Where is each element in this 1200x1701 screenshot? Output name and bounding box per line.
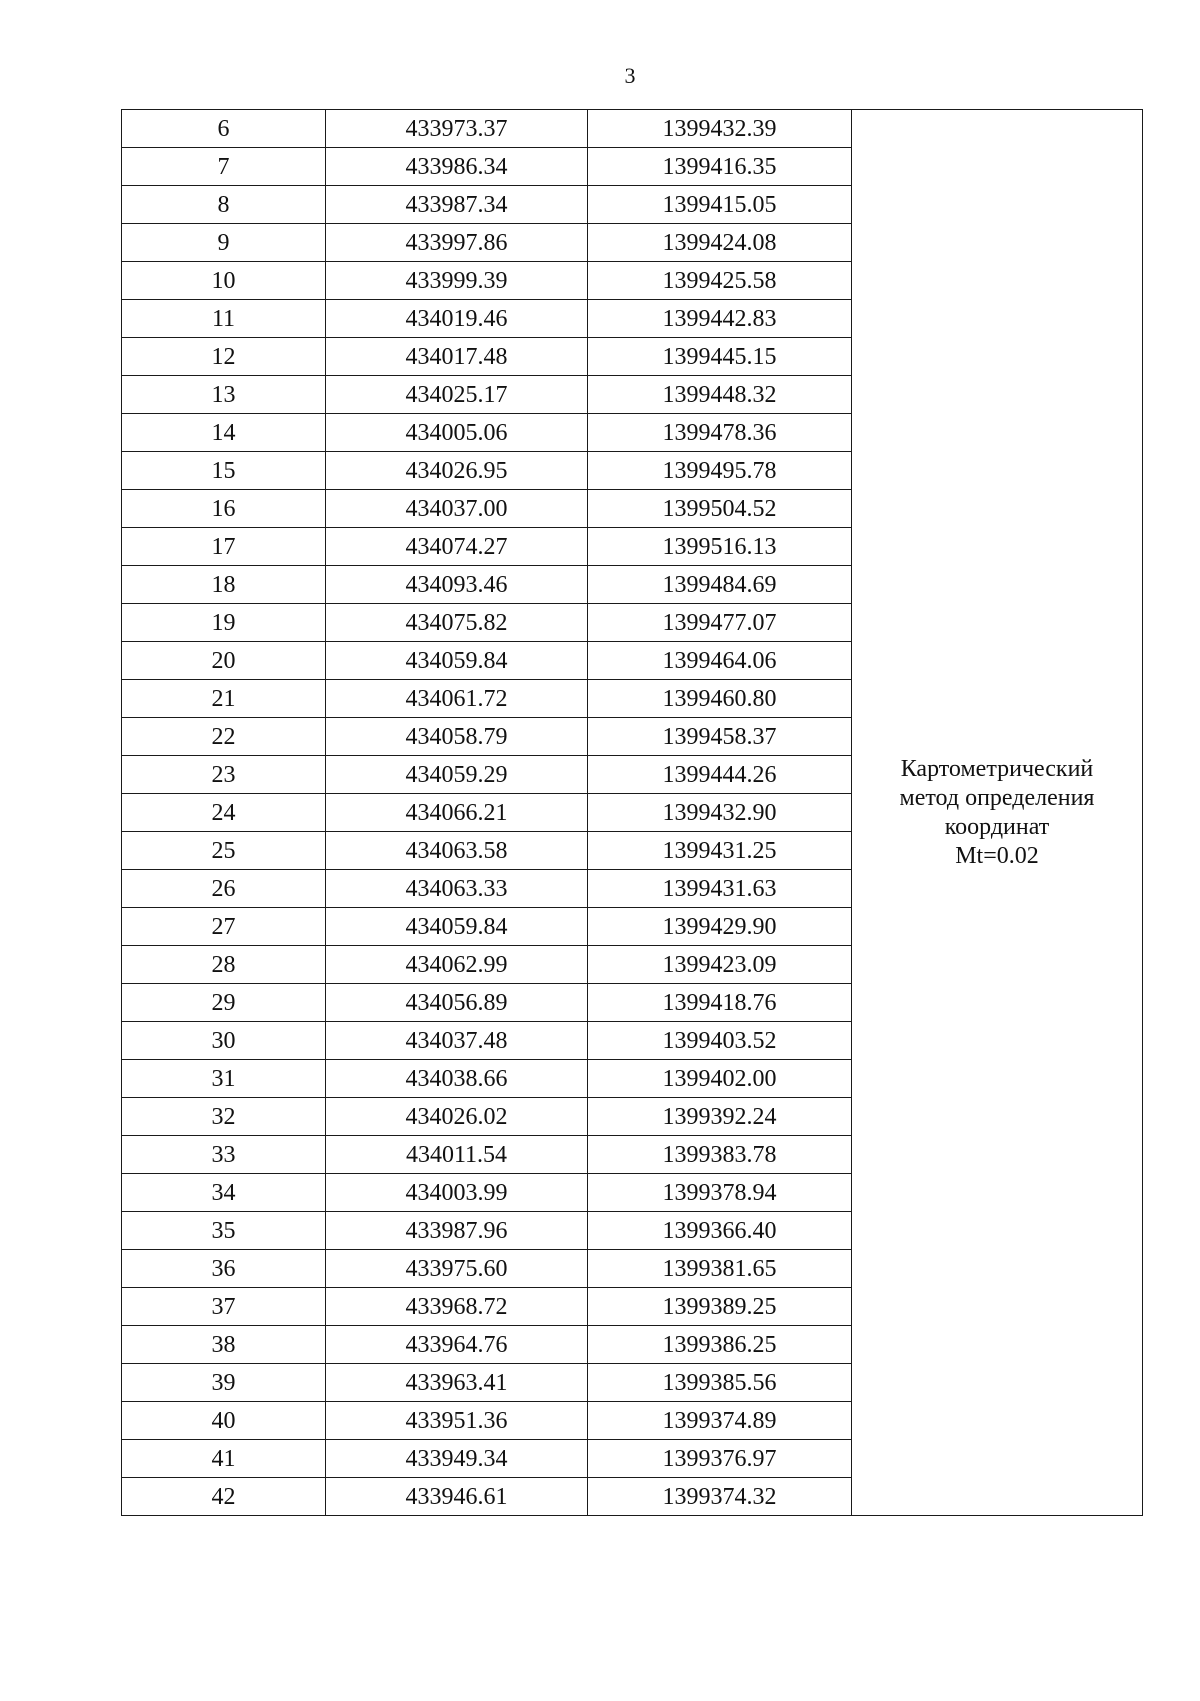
point-number-cell: 42 — [122, 1478, 326, 1516]
x-coordinate-cell: 434075.82 — [326, 604, 588, 642]
x-coordinate-cell: 433975.60 — [326, 1250, 588, 1288]
coordinates-table — [121, 109, 1143, 1516]
x-coordinate-cell: 434074.27 — [326, 528, 588, 566]
y-coordinate-cell: 1399378.94 — [588, 1174, 852, 1212]
point-number-cell: 14 — [122, 414, 326, 452]
point-number-cell: 37 — [122, 1288, 326, 1326]
y-coordinate-cell: 1399432.90 — [588, 794, 852, 832]
x-coordinate-cell: 433973.37 — [326, 110, 588, 148]
y-coordinate-cell: 1399464.06 — [588, 642, 852, 680]
point-number-cell: 22 — [122, 718, 326, 756]
x-coordinate-cell: 434019.46 — [326, 300, 588, 338]
x-coordinate-cell: 433987.96 — [326, 1212, 588, 1250]
x-coordinate-cell: 433987.34 — [326, 186, 588, 224]
point-number-cell: 20 — [122, 642, 326, 680]
point-number-cell: 15 — [122, 452, 326, 490]
point-number-cell: 25 — [122, 832, 326, 870]
x-coordinate-cell: 434063.58 — [326, 832, 588, 870]
method-note-line: метод определения — [899, 784, 1095, 811]
point-number-cell: 7 — [122, 148, 326, 186]
point-number-cell: 31 — [122, 1060, 326, 1098]
y-coordinate-cell: 1399458.37 — [588, 718, 852, 756]
coordinates-table-body — [122, 110, 1143, 1516]
method-note-line: Mt=0.02 — [955, 842, 1039, 869]
x-coordinate-cell: 434063.33 — [326, 870, 588, 908]
y-coordinate-cell: 1399374.89 — [588, 1402, 852, 1440]
point-number-cell: 41 — [122, 1440, 326, 1478]
point-number-cell: 27 — [122, 908, 326, 946]
x-coordinate-cell: 434025.17 — [326, 376, 588, 414]
point-number-cell: 6 — [122, 110, 326, 148]
y-coordinate-cell: 1399424.08 — [588, 224, 852, 262]
point-number-cell: 39 — [122, 1364, 326, 1402]
x-coordinate-cell: 434058.79 — [326, 718, 588, 756]
point-number-cell: 21 — [122, 680, 326, 718]
x-coordinate-cell: 434026.95 — [326, 452, 588, 490]
point-number-cell: 13 — [122, 376, 326, 414]
x-coordinate-cell: 434059.84 — [326, 908, 588, 946]
y-coordinate-cell: 1399460.80 — [588, 680, 852, 718]
method-note-line: координат — [944, 813, 1050, 840]
point-number-cell: 35 — [122, 1212, 326, 1250]
y-coordinate-cell: 1399477.07 — [588, 604, 852, 642]
y-coordinate-cell: 1399516.13 — [588, 528, 852, 566]
x-coordinate-cell: 434061.72 — [326, 680, 588, 718]
x-coordinate-cell: 434059.29 — [326, 756, 588, 794]
y-coordinate-cell: 1399423.09 — [588, 946, 852, 984]
point-number-cell: 28 — [122, 946, 326, 984]
x-coordinate-cell: 433997.86 — [326, 224, 588, 262]
point-number-cell: 10 — [122, 262, 326, 300]
method-note-cell — [852, 110, 1143, 1516]
x-coordinate-cell: 434017.48 — [326, 338, 588, 376]
point-number-cell: 24 — [122, 794, 326, 832]
y-coordinate-cell: 1399403.52 — [588, 1022, 852, 1060]
x-coordinate-cell: 434059.84 — [326, 642, 588, 680]
point-number-cell: 29 — [122, 984, 326, 1022]
point-number-cell: 26 — [122, 870, 326, 908]
y-coordinate-cell: 1399425.58 — [588, 262, 852, 300]
point-number-cell: 18 — [122, 566, 326, 604]
x-coordinate-cell: 434093.46 — [326, 566, 588, 604]
point-number-cell: 32 — [122, 1098, 326, 1136]
x-coordinate-cell: 433968.72 — [326, 1288, 588, 1326]
x-coordinate-cell: 434003.99 — [326, 1174, 588, 1212]
x-coordinate-cell: 433999.39 — [326, 262, 588, 300]
point-number-cell: 34 — [122, 1174, 326, 1212]
point-number-cell: 8 — [122, 186, 326, 224]
y-coordinate-cell: 1399448.32 — [588, 376, 852, 414]
point-number-cell: 11 — [122, 300, 326, 338]
y-coordinate-cell: 1399415.05 — [588, 186, 852, 224]
x-coordinate-cell: 433951.36 — [326, 1402, 588, 1440]
page-number: 3 — [624, 63, 636, 88]
point-number-cell: 33 — [122, 1136, 326, 1174]
point-number-cell: 30 — [122, 1022, 326, 1060]
y-coordinate-cell: 1399418.76 — [588, 984, 852, 1022]
point-number-cell: 40 — [122, 1402, 326, 1440]
x-coordinate-cell: 434056.89 — [326, 984, 588, 1022]
x-coordinate-cell: 433946.61 — [326, 1478, 588, 1516]
x-coordinate-cell: 433964.76 — [326, 1326, 588, 1364]
y-coordinate-cell: 1399374.32 — [588, 1478, 852, 1516]
y-coordinate-cell: 1399366.40 — [588, 1212, 852, 1250]
point-number-cell: 17 — [122, 528, 326, 566]
x-coordinate-cell: 433986.34 — [326, 148, 588, 186]
point-number-cell: 23 — [122, 756, 326, 794]
method-note-line: Картометрический — [900, 755, 1094, 782]
y-coordinate-cell: 1399429.90 — [588, 908, 852, 946]
y-coordinate-cell: 1399478.36 — [588, 414, 852, 452]
x-coordinate-cell: 434005.06 — [326, 414, 588, 452]
x-coordinate-cell: 434037.48 — [326, 1022, 588, 1060]
y-coordinate-cell: 1399442.83 — [588, 300, 852, 338]
x-coordinate-cell: 434062.99 — [326, 946, 588, 984]
y-coordinate-cell: 1399383.78 — [588, 1136, 852, 1174]
x-coordinate-cell: 434037.00 — [326, 490, 588, 528]
x-coordinate-cell: 433963.41 — [326, 1364, 588, 1402]
point-number-cell: 19 — [122, 604, 326, 642]
y-coordinate-cell: 1399389.25 — [588, 1288, 852, 1326]
y-coordinate-cell: 1399402.00 — [588, 1060, 852, 1098]
x-coordinate-cell: 434011.54 — [326, 1136, 588, 1174]
y-coordinate-cell: 1399495.78 — [588, 452, 852, 490]
y-coordinate-cell: 1399386.25 — [588, 1326, 852, 1364]
y-coordinate-cell: 1399504.52 — [588, 490, 852, 528]
y-coordinate-cell: 1399444.26 — [588, 756, 852, 794]
point-number-cell: 12 — [122, 338, 326, 376]
y-coordinate-cell: 1399416.35 — [588, 148, 852, 186]
point-number-cell: 16 — [122, 490, 326, 528]
y-coordinate-cell: 1399376.97 — [588, 1440, 852, 1478]
y-coordinate-cell: 1399431.25 — [588, 832, 852, 870]
y-coordinate-cell: 1399392.24 — [588, 1098, 852, 1136]
y-coordinate-cell: 1399432.39 — [588, 110, 852, 148]
x-coordinate-cell: 434038.66 — [326, 1060, 588, 1098]
table-row — [122, 110, 1143, 148]
point-number-cell: 9 — [122, 224, 326, 262]
x-coordinate-cell: 434066.21 — [326, 794, 588, 832]
y-coordinate-cell: 1399385.56 — [588, 1364, 852, 1402]
y-coordinate-cell: 1399445.15 — [588, 338, 852, 376]
y-coordinate-cell: 1399381.65 — [588, 1250, 852, 1288]
y-coordinate-cell: 1399431.63 — [588, 870, 852, 908]
x-coordinate-cell: 434026.02 — [326, 1098, 588, 1136]
y-coordinate-cell: 1399484.69 — [588, 566, 852, 604]
point-number-cell: 36 — [122, 1250, 326, 1288]
x-coordinate-cell: 433949.34 — [326, 1440, 588, 1478]
point-number-cell: 38 — [122, 1326, 326, 1364]
